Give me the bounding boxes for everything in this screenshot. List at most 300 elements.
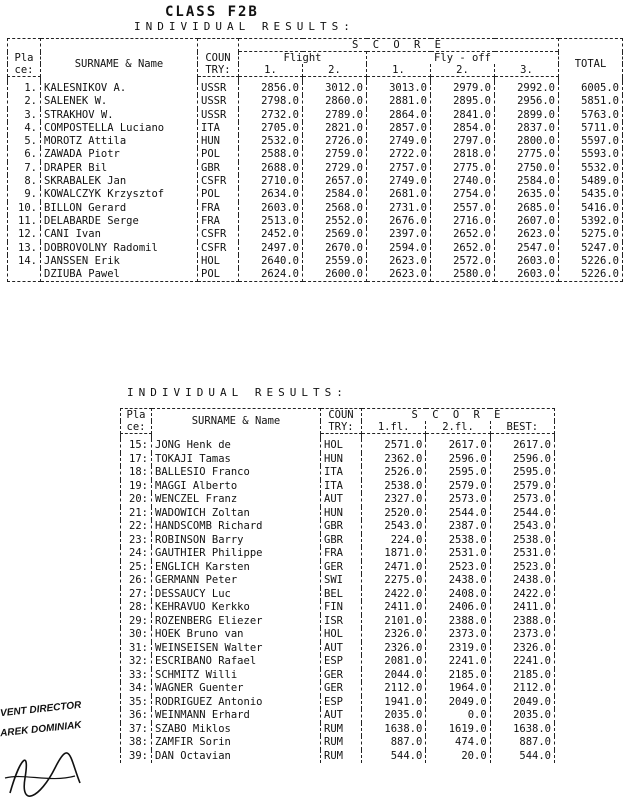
best-header: BEST: — [490, 421, 554, 434]
place-cell: 22: — [121, 520, 152, 534]
table-row — [8, 202, 623, 215]
best-cell: 2373.0 — [490, 628, 554, 642]
flight-1-cell: 1638.0 — [362, 723, 426, 737]
country-header-2b: TRY: — [321, 421, 362, 434]
subtitle-2: INDIVIDUAL RESULTS: — [127, 386, 348, 399]
place-cell: 18: — [121, 466, 152, 480]
flyoff-1-cell: 2749.0 — [367, 135, 431, 148]
name-cell: ROBINSON Barry — [152, 534, 321, 548]
best-cell: 2617.0 — [490, 439, 554, 453]
flight-1-cell: 2634.0 — [239, 188, 303, 201]
place-cell: 24: — [121, 547, 152, 561]
flight-1-cell: 2497.0 — [239, 242, 303, 255]
table-row — [121, 669, 555, 683]
flyoff-2-cell: 2557.0 — [431, 202, 495, 215]
name-cell: SKRABALEK Jan — [41, 175, 198, 188]
name-cell: ZAMFIR Sorin — [152, 736, 321, 750]
country-cell: HUN — [321, 453, 362, 467]
flight-2-cell: 2569.0 — [303, 228, 367, 241]
flight-2-cell: 2185.0 — [426, 669, 490, 683]
total-cell: 5593.0 — [559, 148, 623, 161]
country-cell: POL — [198, 188, 239, 201]
place-cell: 34: — [121, 682, 152, 696]
flight-2-cell: 2544.0 — [426, 507, 490, 521]
flyoff-3-cell: 2603.0 — [495, 255, 559, 268]
country-cell: HUN — [198, 135, 239, 148]
place-cell: 29: — [121, 615, 152, 629]
flyoff-3-cell: 2899.0 — [495, 109, 559, 122]
place-cell: 35: — [121, 696, 152, 710]
country-cell: CSFR — [198, 242, 239, 255]
flight-2-cell: 2670.0 — [303, 242, 367, 255]
table-row — [121, 723, 555, 737]
table-row — [8, 188, 623, 201]
table-row — [121, 480, 555, 494]
score-header-2: S C O R E — [362, 409, 555, 422]
flight-2-cell: 2759.0 — [303, 148, 367, 161]
best-cell: 2185.0 — [490, 669, 554, 683]
best-cell: 2035.0 — [490, 709, 554, 723]
table-row — [121, 493, 555, 507]
flight-1-cell: 2422.0 — [362, 588, 426, 602]
flyoff-1-cell: 2623.0 — [367, 268, 431, 282]
flight-1-cell: 2275.0 — [362, 574, 426, 588]
name-cell: BILLON Gerard — [41, 202, 198, 215]
best-cell: 887.0 — [490, 736, 554, 750]
table-row — [8, 148, 623, 161]
flyoff-2-cell: 2979.0 — [431, 82, 495, 95]
table-row — [8, 122, 623, 135]
flight-2-cell: 2552.0 — [303, 215, 367, 228]
best-cell: 2241.0 — [490, 655, 554, 669]
total-cell: 5416.0 — [559, 202, 623, 215]
flight-2-cell: 2579.0 — [426, 480, 490, 494]
total-cell: 5711.0 — [559, 122, 623, 135]
flyoff-3-cell: 2685.0 — [495, 202, 559, 215]
flight-2-cell: 2860.0 — [303, 95, 367, 108]
table-row — [121, 466, 555, 480]
flyoff-2-cell: 2841.0 — [431, 109, 495, 122]
country-cell: GBR — [321, 520, 362, 534]
total-cell: 5489.0 — [559, 175, 623, 188]
country-cell: HUN — [321, 507, 362, 521]
flight-2-cell: 20.0 — [426, 750, 490, 764]
flyoff-3-cell: 2956.0 — [495, 95, 559, 108]
best-cell: 2326.0 — [490, 642, 554, 656]
name-cell: TOKAJI Tamas — [152, 453, 321, 467]
place-cell: 4. — [8, 122, 41, 135]
flight-2-cell: 0.0 — [426, 709, 490, 723]
flyoff-3-cell: 2635.0 — [495, 188, 559, 201]
best-cell: 2049.0 — [490, 696, 554, 710]
flight-1-cell: 2640.0 — [239, 255, 303, 268]
flight-1-cell: 2035.0 — [362, 709, 426, 723]
total-cell: 5275.0 — [559, 228, 623, 241]
name-cell: JANSSEN Erik — [41, 255, 198, 268]
flight-2-cell: 2523.0 — [426, 561, 490, 575]
best-cell: 2523.0 — [490, 561, 554, 575]
best-cell: 2579.0 — [490, 480, 554, 494]
best-cell: 2595.0 — [490, 466, 554, 480]
best-cell: 2543.0 — [490, 520, 554, 534]
flyoff-3-cell: 2547.0 — [495, 242, 559, 255]
name-cell: KEHRAVUO Kerkko — [152, 601, 321, 615]
place-cell: 11. — [8, 215, 41, 228]
best-cell: 2388.0 — [490, 615, 554, 629]
flyoff-2-cell: 2895.0 — [431, 95, 495, 108]
best-cell: 2422.0 — [490, 588, 554, 602]
best-cell: 2544.0 — [490, 507, 554, 521]
total-cell: 5597.0 — [559, 135, 623, 148]
flight-2-cell: 2726.0 — [303, 135, 367, 148]
flight-1-cell: 2513.0 — [239, 215, 303, 228]
best-cell: 2112.0 — [490, 682, 554, 696]
country-cell: ISR — [321, 615, 362, 629]
place-cell: 39: — [121, 750, 152, 764]
country-cell: HOL — [321, 439, 362, 453]
flyoff-1-cell: 2881.0 — [367, 95, 431, 108]
table-row — [8, 135, 623, 148]
flight-1-cell: 2710.0 — [239, 175, 303, 188]
flyoff-1-cell: 2864.0 — [367, 109, 431, 122]
place-cell: 15: — [121, 439, 152, 453]
flyoff-3-cell: 2623.0 — [495, 228, 559, 241]
flight-2-cell: 2789.0 — [303, 109, 367, 122]
flight-1-cell: 224.0 — [362, 534, 426, 548]
country-cell: ITA — [321, 466, 362, 480]
table-row — [121, 574, 555, 588]
flight-1-cell: 2543.0 — [362, 520, 426, 534]
country-cell: RUM — [321, 750, 362, 764]
name-cell: COMPOSTELLA Luciano — [41, 122, 198, 135]
table-row — [121, 439, 555, 453]
name-cell: GAUTHIER Philippe — [152, 547, 321, 561]
flight-2-cell: 2657.0 — [303, 175, 367, 188]
name-cell: WENCZEL Franz — [152, 493, 321, 507]
flight-1-cell: 2326.0 — [362, 642, 426, 656]
place-cell: 1. — [8, 82, 41, 95]
flyoff-3-cell: 2992.0 — [495, 82, 559, 95]
country-cell: BEL — [321, 588, 362, 602]
flyoff-2-header: 2. — [431, 64, 495, 77]
flyoff-2-cell: 2652.0 — [431, 242, 495, 255]
country-header-2a: COUN — [321, 409, 362, 422]
country-cell: USSR — [198, 82, 239, 95]
flight-1-cell: 2571.0 — [362, 439, 426, 453]
flyoff-2-cell: 2818.0 — [431, 148, 495, 161]
total-cell: 5226.0 — [559, 255, 623, 268]
place-cell: 37: — [121, 723, 152, 737]
flight-2-cell: 2388.0 — [426, 615, 490, 629]
country-cell: GER — [321, 682, 362, 696]
table-row — [8, 215, 623, 228]
total-cell: 5392.0 — [559, 215, 623, 228]
flight-2-cell: 2617.0 — [426, 439, 490, 453]
flight-2-cell: 2596.0 — [426, 453, 490, 467]
flyoff-2-cell: 2775.0 — [431, 162, 495, 175]
country-cell: SWI — [321, 574, 362, 588]
place-cell: 26: — [121, 574, 152, 588]
country-header-b: TRY: — [198, 64, 239, 77]
flyoff-1-cell: 2594.0 — [367, 242, 431, 255]
place-cell: 32: — [121, 655, 152, 669]
flyoff-3-header: 3. — [495, 64, 559, 77]
table-row — [121, 642, 555, 656]
place-cell: 17: — [121, 453, 152, 467]
flight-1-cell: 2452.0 — [239, 228, 303, 241]
flight-1-cell: 2603.0 — [239, 202, 303, 215]
total-cell: 5247.0 — [559, 242, 623, 255]
table-row — [121, 696, 555, 710]
place-cell: 10. — [8, 202, 41, 215]
flight-2-cell: 2573.0 — [426, 493, 490, 507]
flight-1-cell: 2112.0 — [362, 682, 426, 696]
table-row — [121, 709, 555, 723]
total-cell: 6005.0 — [559, 82, 623, 95]
best-cell: 2531.0 — [490, 547, 554, 561]
table-row — [121, 453, 555, 467]
country-header-a: COUN — [198, 52, 239, 65]
flight-2-cell: 2406.0 — [426, 601, 490, 615]
country-cell: FRA — [321, 547, 362, 561]
place-cell: 21: — [121, 507, 152, 521]
flyoff-1-cell: 2681.0 — [367, 188, 431, 201]
signature-title: VENT DIRECTOR — [0, 699, 82, 720]
flight-1-cell: 2538.0 — [362, 480, 426, 494]
flight-1-cell: 2411.0 — [362, 601, 426, 615]
place-header: Pla — [8, 52, 41, 65]
flyoff-1-cell: 2757.0 — [367, 162, 431, 175]
flight-1-cell: 2362.0 — [362, 453, 426, 467]
place-cell: 9. — [8, 188, 41, 201]
place-cell: 38: — [121, 736, 152, 750]
best-cell: 2538.0 — [490, 534, 554, 548]
flyoff-header: Fly - off — [367, 52, 559, 65]
table-row — [121, 655, 555, 669]
flyoff-3-cell: 2800.0 — [495, 135, 559, 148]
table-row — [121, 628, 555, 642]
place-header-top — [8, 39, 41, 52]
flyoff-3-cell: 2607.0 — [495, 215, 559, 228]
name-cell: STRAKHOV W. — [41, 109, 198, 122]
total-cell: 5851.0 — [559, 95, 623, 108]
flight-2-cell: 2438.0 — [426, 574, 490, 588]
flyoff-1-cell: 2857.0 — [367, 122, 431, 135]
country-cell: AUT — [321, 709, 362, 723]
flyoff-1-cell: 2731.0 — [367, 202, 431, 215]
name-cell: GERMANN Peter — [152, 574, 321, 588]
total-cell: 5532.0 — [559, 162, 623, 175]
name-cell: MOROTZ Attila — [41, 135, 198, 148]
flight-1-cell: 2101.0 — [362, 615, 426, 629]
flight-1-cell: 2327.0 — [362, 493, 426, 507]
flight-1-cell: 2081.0 — [362, 655, 426, 669]
place-cell: 25: — [121, 561, 152, 575]
flight-2-cell: 2600.0 — [303, 268, 367, 282]
flyoff-2-cell: 2740.0 — [431, 175, 495, 188]
country-cell: FRA — [198, 215, 239, 228]
flyoff-1-header: 1. — [367, 64, 431, 77]
flight-1-cell: 2520.0 — [362, 507, 426, 521]
name-cell: DESSAUCY Luc — [152, 588, 321, 602]
place-cell: 12. — [8, 228, 41, 241]
country-cell: CSFR — [198, 175, 239, 188]
place-header-b: ce: — [8, 64, 41, 77]
name-cell: ESCRIBANO Rafael — [152, 655, 321, 669]
country-cell: USSR — [198, 95, 239, 108]
flight-1-cell: 2798.0 — [239, 95, 303, 108]
place-cell: 13. — [8, 242, 41, 255]
flyoff-3-cell: 2775.0 — [495, 148, 559, 161]
country-cell: ITA — [198, 122, 239, 135]
best-cell: 2411.0 — [490, 601, 554, 615]
total-cell: 5763.0 — [559, 109, 623, 122]
table-row — [121, 601, 555, 615]
flyoff-2-cell: 2754.0 — [431, 188, 495, 201]
flyoff-1-cell: 2722.0 — [367, 148, 431, 161]
country-cell: HOL — [198, 255, 239, 268]
flyoff-1-cell: 2397.0 — [367, 228, 431, 241]
signature-name: AREK DOMINIAK — [0, 719, 83, 740]
flyoff-1-cell: 2749.0 — [367, 175, 431, 188]
flight-1-cell: 2044.0 — [362, 669, 426, 683]
table-row — [121, 561, 555, 575]
flight-1-cell: 2532.0 — [239, 135, 303, 148]
best-cell: 2573.0 — [490, 493, 554, 507]
flight-2-cell: 2584.0 — [303, 188, 367, 201]
score-header: S C O R E — [239, 39, 559, 52]
flight-2-cell: 2821.0 — [303, 122, 367, 135]
flight-1-cell: 887.0 — [362, 736, 426, 750]
name-cell: DELABARDE Serge — [41, 215, 198, 228]
total-cell: 5435.0 — [559, 188, 623, 201]
name-cell: DAN Octavian — [152, 750, 321, 764]
place-header-2: Pla — [121, 409, 152, 422]
flyoff-2-cell: 2580.0 — [431, 268, 495, 282]
best-cell: 2596.0 — [490, 453, 554, 467]
flyoff-3-cell: 2584.0 — [495, 175, 559, 188]
best-cell: 1638.0 — [490, 723, 554, 737]
table-row — [8, 268, 623, 282]
table-row — [121, 615, 555, 629]
flight-1-cell: 1871.0 — [362, 547, 426, 561]
name-cell: BALLESIO Franco — [152, 466, 321, 480]
table-row — [121, 750, 555, 764]
flight-2-cell: 1619.0 — [426, 723, 490, 737]
place-cell: 28: — [121, 601, 152, 615]
table-row — [121, 507, 555, 521]
flight-2-cell: 1964.0 — [426, 682, 490, 696]
name-cell: HOEK Bruno van — [152, 628, 321, 642]
flight-2-header: 2. — [303, 64, 367, 77]
flyoff-2-cell: 2572.0 — [431, 255, 495, 268]
name-cell: CANI Ivan — [41, 228, 198, 241]
flight-1-cell: 2688.0 — [239, 162, 303, 175]
name-cell: WADOWICH Zoltan — [152, 507, 321, 521]
results-table-1 — [7, 38, 623, 282]
name-cell: WEINMANN Erhard — [152, 709, 321, 723]
flight-2-header-2: 2.fl. — [426, 421, 490, 434]
flight-2-cell: 2568.0 — [303, 202, 367, 215]
place-cell: 8. — [8, 175, 41, 188]
handwritten-signature — [0, 738, 90, 800]
table-row — [8, 95, 623, 108]
place-cell: 6. — [8, 148, 41, 161]
name-cell: HANDSCOMB Richard — [152, 520, 321, 534]
name-cell: DOBROVOLNY Radomil — [41, 242, 198, 255]
name-cell: SZABO Miklos — [152, 723, 321, 737]
name-cell: ENGLICH Karsten — [152, 561, 321, 575]
flight-1-cell: 2588.0 — [239, 148, 303, 161]
best-cell: 544.0 — [490, 750, 554, 764]
flight-2-cell: 2319.0 — [426, 642, 490, 656]
table-row — [121, 682, 555, 696]
flyoff-3-cell: 2837.0 — [495, 122, 559, 135]
flight-1-header-2: 1.fl. — [362, 421, 426, 434]
place-cell: 36: — [121, 709, 152, 723]
name-cell: MAGGI Alberto — [152, 480, 321, 494]
flight-1-cell: 2732.0 — [239, 109, 303, 122]
flyoff-3-cell: 2603.0 — [495, 268, 559, 282]
country-cell: GER — [321, 669, 362, 683]
place-header-2b: ce: — [121, 421, 152, 434]
place-cell: 20: — [121, 493, 152, 507]
place-cell: 19: — [121, 480, 152, 494]
flight-2-cell: 2049.0 — [426, 696, 490, 710]
place-cell: 27: — [121, 588, 152, 602]
flight-2-cell: 2595.0 — [426, 466, 490, 480]
flight-1-cell: 2471.0 — [362, 561, 426, 575]
flyoff-1-cell: 2676.0 — [367, 215, 431, 228]
country-cell: AUT — [321, 642, 362, 656]
flyoff-1-cell: 2623.0 — [367, 255, 431, 268]
flight-1-cell: 2856.0 — [239, 82, 303, 95]
flight-2-cell: 474.0 — [426, 736, 490, 750]
place-cell: 33: — [121, 669, 152, 683]
name-cell: SALENEK W. — [41, 95, 198, 108]
table-row — [8, 82, 623, 95]
table-row — [8, 242, 623, 255]
flight-2-cell: 3012.0 — [303, 82, 367, 95]
table-row — [8, 162, 623, 175]
country-cell: RUM — [321, 723, 362, 737]
country-cell: POL — [198, 148, 239, 161]
flyoff-2-cell: 2652.0 — [431, 228, 495, 241]
table-row — [121, 588, 555, 602]
table-row — [8, 175, 623, 188]
place-cell: 30: — [121, 628, 152, 642]
class-title: CLASS F2B — [165, 4, 259, 20]
flight-1-cell: 1941.0 — [362, 696, 426, 710]
subtitle-1: INDIVIDUAL RESULTS: — [134, 20, 355, 33]
flight-2-cell: 2559.0 — [303, 255, 367, 268]
flyoff-3-cell: 2750.0 — [495, 162, 559, 175]
country-cell: RUM — [321, 736, 362, 750]
place-cell: 14. — [8, 255, 41, 268]
flight-1-cell: 544.0 — [362, 750, 426, 764]
flight-1-cell: 2624.0 — [239, 268, 303, 282]
country-cell: GER — [321, 561, 362, 575]
country-cell: FIN — [321, 601, 362, 615]
total-header: TOTAL — [559, 52, 623, 77]
name-cell: ROZENBERG Eliezer — [152, 615, 321, 629]
country-cell: POL — [198, 268, 239, 282]
name-cell: DRAPER Bil — [41, 162, 198, 175]
surname-header: SURNAME & Name — [41, 52, 198, 77]
flight-1-cell: 2326.0 — [362, 628, 426, 642]
flight-2-cell: 2408.0 — [426, 588, 490, 602]
name-cell: WAGNER Guenter — [152, 682, 321, 696]
